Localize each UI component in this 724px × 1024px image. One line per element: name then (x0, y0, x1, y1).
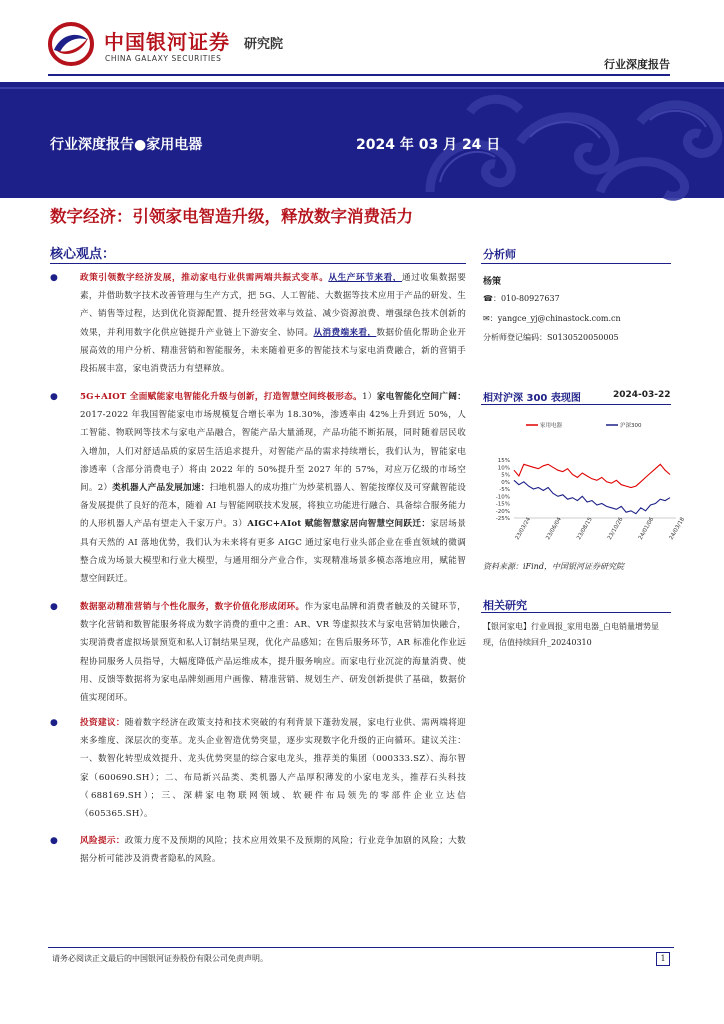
perf-chart-heading: 相对沪深 300 表现图 (483, 393, 581, 404)
email-icon: ✉： (483, 314, 498, 323)
x-tick-label: 23/03/24 (514, 516, 533, 541)
galaxy-logo-icon (48, 22, 94, 66)
bullet-dot-icon: ● (50, 273, 59, 283)
x-tick-label: 23/08/15 (576, 516, 594, 541)
footer-divider (48, 947, 674, 948)
y-tick-label: 10% (497, 465, 510, 472)
series-line-hs300 (514, 480, 670, 513)
report-title: 数字经济：引领家电智造升级，释放数字消费活力 (50, 207, 413, 226)
analyst-registration: 分析师登记编码：S0130520050005 (483, 333, 619, 342)
relative-performance-chart (480, 412, 687, 552)
bullet-5g-aiot: ● 5G+AIOT 全面赋能家电智能化升级与创新，打造智慧空间终极形态。1）家电智能化空间广阔：2017-2022 年我国智能家电市场规模复合增长率为 18.30%，渗透率由 42%上升到近 50%，人工智能、物联网等技术与家电产品融合，智能产品大量涌现，产品功能不断拓展，同时随着居民收入增加，人们对舒适品质的家居生活追求提升，对智能产品的需求持续增长，我们认为，智能家电渗透率（含部分消费电子）将由 2022 年的 50%提升至 2027 年的 57%，对应万亿级的市场空间。2）类机器人产品发展加速：扫地机器人的成功推广为炒菜机器人、智能按摩仪及可穿戴智能设备发展提供了良好的范本，随着 AI 与智能网联技术发展，将独立功能进行融合、具备综合服务能力的人形机器人产品有望走入千家万户。3）AIGC+AIot 赋能智慧家居向智慧空间跃迁：家居场景具有天然的 AI 落地优势，我们认为未来将有更多 AIGC 通过家电行业头部企业在垂直领域的微调整合成为场景大模型和行业大模型，与通用细分产业合作，实现精准场景多模态落地应用，赋能智慧空间跃迁。 (50, 388, 466, 588)
company-name-en: CHINA GALAXY SECURITIES (105, 54, 222, 63)
legend-label-hs300: 沪深300 (620, 423, 642, 429)
y-tick-label: -20% (495, 508, 510, 515)
x-tick-label: 24/01/06 (637, 516, 656, 541)
bullet-investment: ● 投资建议：随着数字经济在政策支持和技术突破的有利背景下蓬勃发展，家电行业供、需两端将迎来多维度、深层次的变革。龙头企业智造优势突显，逐步实现数字化升级的正向循环。建议关注：一、数智化转型成效提升、龙头优势突显的综合家电龙头，推荐美的集团（000333.SZ）、海尔智家（600690.SH）；二、布局新兴品类、类机器人产品厚积薄发的小家电龙头，推荐石头科技（688169.SH）；三、深耕家电物联网领域、软硬件布局领先的零部件企业立达信（605365.SH）。 (50, 714, 466, 823)
company-name-cn: 中国银河证券 (104, 30, 230, 54)
footer-disclaimer: 请务必阅读正文最后的中国银河证券股份有限公司免责声明。 (52, 954, 268, 963)
y-tick-label: -5% (499, 487, 510, 493)
bullet-risk: ● 风险提示：政策力度不及预期的风险；技术应用效果不及预期的风险；行业竞争加剧的风险；大数据分析可能涉及消费者隐私的风险。 (50, 832, 466, 868)
report-type-label: 行业深度报告 (604, 58, 670, 71)
analyst-name: 杨策 (483, 277, 502, 287)
report-date: 2024 年 03 月 24 日 (356, 137, 501, 153)
analyst-divider (481, 263, 671, 264)
related-research-link[interactable]: 【银河家电】行业周报_家用电器_白电销量增势显现，估值持续回升_20240310 (483, 622, 659, 647)
bullet-dot-icon: ● (50, 836, 59, 846)
related-divider (481, 612, 671, 613)
series-line-appliance (514, 464, 670, 487)
core-views-heading: 核心观点： (50, 247, 116, 262)
y-tick-label: 15% (497, 458, 510, 464)
bullet-dot-icon: ● (50, 602, 59, 612)
analyst-heading: 分析师 (483, 248, 516, 261)
y-tick-label: -25% (495, 516, 510, 522)
x-tick-label: 23/06/04 (545, 516, 563, 541)
phone-icon: ☎： (483, 294, 501, 303)
institute-label: 研究院 (244, 37, 284, 52)
y-tick-label: -10% (495, 494, 510, 501)
y-tick-label: -15% (495, 501, 510, 508)
page-number: 1 (656, 952, 670, 966)
y-tick-label: 0% (501, 479, 510, 486)
bullet-policy: ● 政策引领数字经济发展，推动家电行业供需两端共振式变革。从生产环节来看，通过收集数据要素，并借助数字技术改善管理与生产方式，把 5G、人工智能、大数据等技术应用于产品的研发、生产、销售等过程，达到优化资源配置、提升经营效率与效益、减少资源浪费、增强绿色技术创新的效果，并利用数字化供应链提升产业链上下游安全、协同。从消费端来看，数据价值化帮助企业开展高效的用户分析、精准营销和智能服务，未来随着更多的智能技术与家电消费融合，新的营销手段拓展丰富，家电消费活力有望释放。 (50, 269, 466, 378)
bullet-dot-icon: ● (50, 392, 59, 402)
bullet-data-marketing: ● 数据驱动精准营销与个性化服务，数字价值化形成闭环。作为家电品牌和消费者触及的关键环节，数字化营销和数智能服务将成为数字消费的重中之重：AR、VR 等虚拟技术与家电营销加快融合，实现消费者虚拟场景预览和私人订制结果呈现，优化产品感知；在售后服务环节，AR 标准化作业远程协同服务人员指导，大幅度降低产品运维成本，提升服务响应。而家电行业沉淀的海量消费、使用、反馈等数据将为家电品牌刻画用户画像、精准营销、规划生产、研发创新提供了基础，数据价值实现闭环。 (50, 598, 466, 707)
perf-chart-divider (481, 404, 671, 405)
legend-label-appliance: 家用电器 (540, 423, 563, 429)
analyst-email[interactable]: ✉：yangce_yj@chinastock.com.cn (483, 314, 621, 323)
perf-chart-date: 2024-03-22 (613, 390, 671, 400)
x-tick-label: 24/03/18 (668, 516, 687, 541)
report-category: 行业深度报告●家用电器 (50, 137, 203, 153)
core-views-divider (50, 263, 466, 264)
related-heading: 相关研究 (483, 599, 527, 612)
analyst-phone: ☎：010-80927637 (483, 294, 560, 303)
y-tick-label: 5% (501, 472, 510, 479)
x-tick-label: 23/10/26 (606, 516, 625, 541)
perf-chart-source: 资料来源：iFind，中国银河证券研究院 (483, 562, 624, 571)
chart-legend (526, 421, 642, 429)
bullet-dot-icon: ● (50, 718, 59, 728)
header-divider (48, 74, 670, 76)
